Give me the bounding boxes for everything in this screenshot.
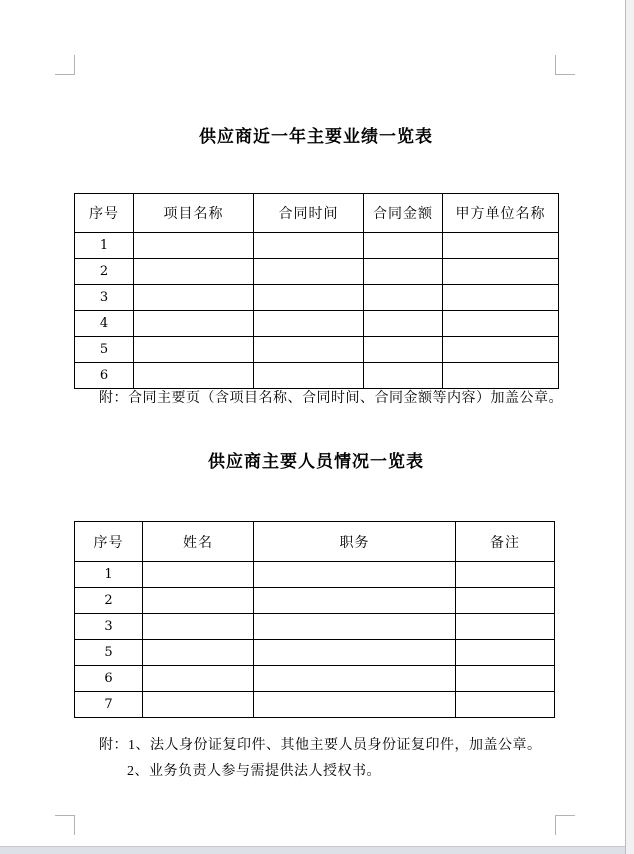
performance-table-note: 附：合同主要页（含项目名称、合同时间、合同金额等内容）加盖公章。 [99, 391, 563, 406]
empty-cell [134, 259, 254, 285]
table-row [75, 337, 559, 363]
row-number-cell: 1 [75, 562, 143, 588]
empty-cell [143, 588, 254, 614]
empty-cell [254, 640, 456, 666]
empty-cell [364, 233, 443, 259]
table-row [75, 666, 555, 692]
empty-cell [254, 233, 364, 259]
performance-table-title: 供应商近一年主要业绩一览表 [199, 127, 433, 147]
empty-cell [456, 562, 555, 588]
crop-mark-bottom-right [555, 815, 575, 835]
column-header-party-a-name: 甲方单位名称 [443, 194, 559, 233]
table-row [75, 640, 555, 666]
vertical-scrollbar[interactable] [625, 0, 634, 854]
table-row [75, 311, 559, 337]
empty-cell [443, 259, 559, 285]
empty-cell [254, 588, 456, 614]
personnel-table-note-line1: 附：1、法人身份证复印件、其他主要人员身份证复印件，加盖公章。 [99, 738, 542, 753]
row-number-cell: 7 [75, 692, 143, 718]
column-header-remarks: 备注 [456, 522, 555, 562]
empty-cell [364, 363, 443, 389]
column-header-project-name: 项目名称 [134, 194, 254, 233]
row-number-cell: 6 [75, 363, 134, 389]
empty-cell [364, 259, 443, 285]
table-row [75, 233, 559, 259]
empty-cell [143, 614, 254, 640]
empty-cell [456, 640, 555, 666]
column-header-contract-amount: 合同金额 [364, 194, 443, 233]
empty-cell [364, 311, 443, 337]
crop-mark-bottom-left [55, 815, 75, 835]
column-header-position: 职务 [254, 522, 456, 562]
personnel-table [74, 521, 555, 718]
empty-cell [134, 285, 254, 311]
empty-cell [254, 692, 456, 718]
empty-cell [456, 666, 555, 692]
performance-table-header-row [75, 194, 559, 233]
empty-cell [143, 692, 254, 718]
table-row [75, 363, 559, 389]
empty-cell [443, 363, 559, 389]
column-header-name: 姓名 [143, 522, 254, 562]
row-number-cell: 2 [75, 259, 134, 285]
table-row [75, 588, 555, 614]
empty-cell [443, 285, 559, 311]
row-number-cell: 5 [75, 337, 134, 363]
table-row [75, 614, 555, 640]
personnel-table-title: 供应商主要人员情况一览表 [208, 452, 424, 472]
empty-cell [143, 640, 254, 666]
empty-cell [254, 285, 364, 311]
table-row [75, 259, 559, 285]
personnel-table-note-line2: 2、业务负责人参与需提供法人授权书。 [127, 764, 381, 779]
empty-cell [134, 363, 254, 389]
empty-cell [143, 666, 254, 692]
table-row [75, 692, 555, 718]
empty-cell [134, 311, 254, 337]
row-number-cell: 6 [75, 666, 143, 692]
empty-cell [254, 666, 456, 692]
row-number-cell: 4 [75, 311, 134, 337]
empty-cell [254, 311, 364, 337]
empty-cell [443, 233, 559, 259]
empty-cell [456, 692, 555, 718]
empty-cell [254, 337, 364, 363]
empty-cell [134, 233, 254, 259]
row-number-cell: 1 [75, 233, 134, 259]
table-row [75, 562, 555, 588]
empty-cell [443, 311, 559, 337]
row-number-cell: 3 [75, 614, 143, 640]
crop-mark-top-right [555, 55, 575, 75]
empty-cell [254, 562, 456, 588]
column-header-seq: 序号 [75, 194, 134, 233]
empty-cell [254, 614, 456, 640]
empty-cell [456, 588, 555, 614]
empty-cell [143, 562, 254, 588]
empty-cell [443, 337, 559, 363]
empty-cell [364, 337, 443, 363]
page-bottom-edge-band [0, 846, 626, 854]
row-number-cell: 2 [75, 588, 143, 614]
performance-table [74, 193, 559, 389]
empty-cell [254, 363, 364, 389]
empty-cell [364, 285, 443, 311]
table-row [75, 285, 559, 311]
row-number-cell: 3 [75, 285, 134, 311]
row-number-cell: 5 [75, 640, 143, 666]
column-header-seq: 序号 [75, 522, 143, 562]
personnel-table-header-row [75, 522, 555, 562]
empty-cell [254, 259, 364, 285]
empty-cell [456, 614, 555, 640]
crop-mark-top-left [55, 55, 75, 75]
empty-cell [134, 337, 254, 363]
column-header-contract-time: 合同时间 [254, 194, 364, 233]
